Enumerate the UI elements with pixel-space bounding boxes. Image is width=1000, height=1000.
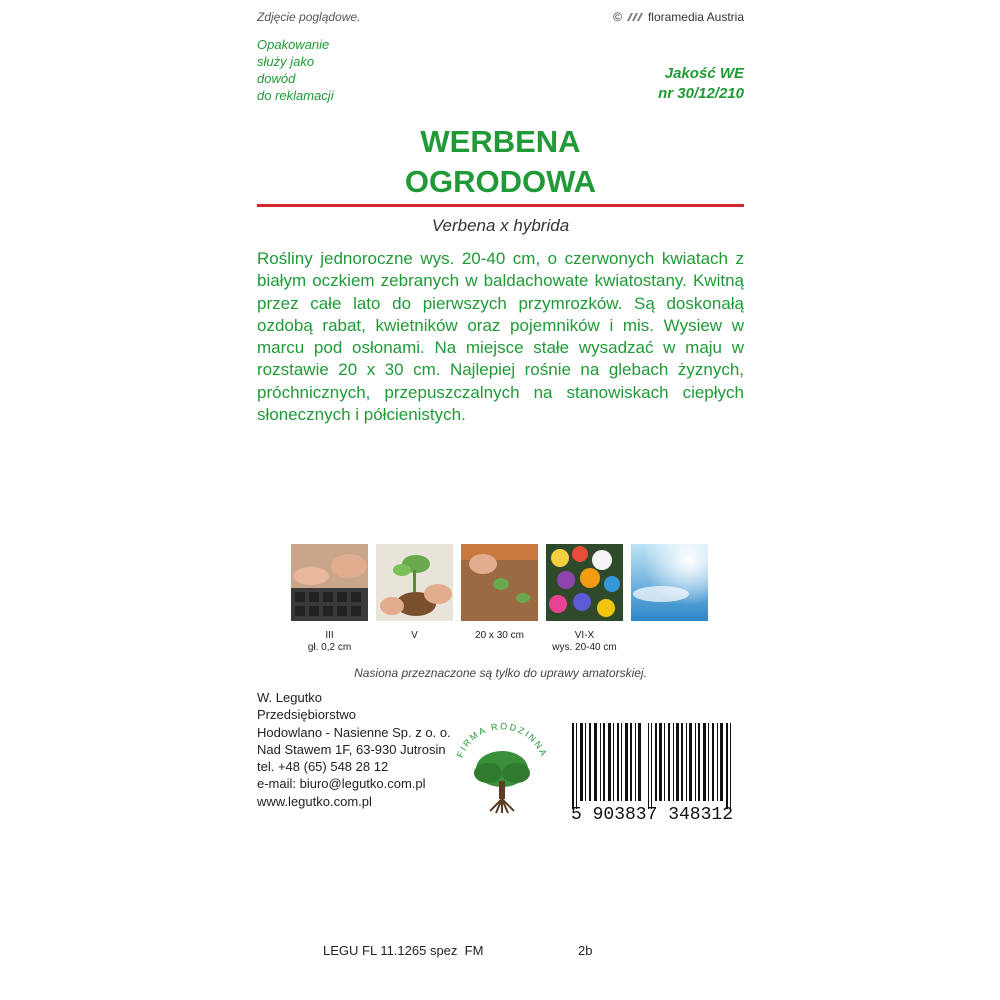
address-line: e-mail: biuro@legutko.com.pl (257, 776, 426, 792)
title-divider (257, 204, 744, 207)
address-line: Przedsiębiorstwo (257, 707, 356, 723)
address-line: www.legutko.com.pl (257, 793, 372, 809)
amateur-use-note: Nasiona przeznaczone są tylko do uprawy amatorskiej. (354, 666, 647, 680)
address-line: tel. +48 (65) 548 28 12 (257, 759, 389, 775)
product-description: Rośliny jednoroczne wys. 20-40 cm, o czerwonych kwiatach z białym oczkiem zebranych w baldachowate kwiatostany. Kwitną przez całe lato do pierwszych przymrozków. Są doskonałą ozdobą rabat, kwietników oraz pojemników i mis. Wysiew w marcu pod osłonami. Na miejsce stałe wysadzać w maju w rozstawie 20 x 30 cm. Najlepiej rośnie na glebach żyznych, próchnicznych, przepuszczalnych na stanowiskach ciepłych słonecznych i półcienistych. (257, 249, 744, 425)
quality-number: nr 30/12/210 (658, 85, 744, 102)
copyright-label: floramedia Austria (647, 10, 744, 24)
product-title-line: WERBENA (420, 124, 581, 159)
cultivation-icon-labels (291, 630, 708, 654)
spacing-icon (461, 544, 538, 621)
copyright-notice (613, 10, 744, 24)
packaging-note-line: dowód (257, 71, 296, 86)
product-variant-number: 2b (578, 943, 593, 958)
company-address (257, 689, 451, 810)
packaging-note-line: do reklamacji (257, 88, 334, 103)
icon-label-line: V (411, 630, 418, 641)
barcode-number: 5 903837 348312 (570, 805, 734, 821)
packaging-note (257, 36, 377, 104)
photo-caption: Zdjęcie poglądowe. (257, 10, 361, 24)
icon-label (546, 630, 623, 654)
barcode-icon (560, 723, 745, 821)
seal-text: FIRMA RODZINNA (454, 721, 550, 759)
family-firm-seal-icon (452, 715, 552, 825)
quality-mark (658, 64, 744, 104)
address-line: Nad Stawem 1F, 63-930 Jutrosin (257, 741, 446, 757)
latin-name: Verbena x hybrida (431, 216, 570, 235)
icon-label-line: VI-X (574, 630, 595, 641)
product-title (257, 122, 744, 202)
icon-label (376, 630, 453, 654)
icon-label (291, 630, 368, 654)
address-line: W. Legutko (257, 690, 323, 705)
icon-label-line: III (325, 630, 334, 641)
floramedia-logo-icon (626, 12, 644, 22)
copyright-symbol: © (613, 10, 622, 24)
sowing-icon (291, 544, 368, 621)
icon-label-line: wys. 20-40 cm (552, 642, 617, 653)
packaging-note-line: służy jako (257, 54, 315, 69)
icon-label (631, 630, 708, 654)
cultivation-icons (291, 544, 708, 621)
icon-label-line: gł. 0,2 cm (307, 642, 352, 653)
icon-label-line: 20 x 30 cm (475, 630, 524, 641)
product-title-line: OGRODOWA (404, 164, 597, 199)
product-code: LEGU FL 11.1265 spez FM (323, 943, 484, 958)
transplant-icon (376, 544, 453, 621)
flowering-icon (546, 544, 623, 621)
packaging-note-line: Opakowanie (257, 37, 330, 52)
sunny-position-icon (631, 544, 708, 621)
quality-label: Jakość WE (664, 65, 744, 82)
address-line: Hodowlano - Nasienne Sp. z o. o. (257, 724, 451, 740)
icon-label (461, 630, 538, 654)
